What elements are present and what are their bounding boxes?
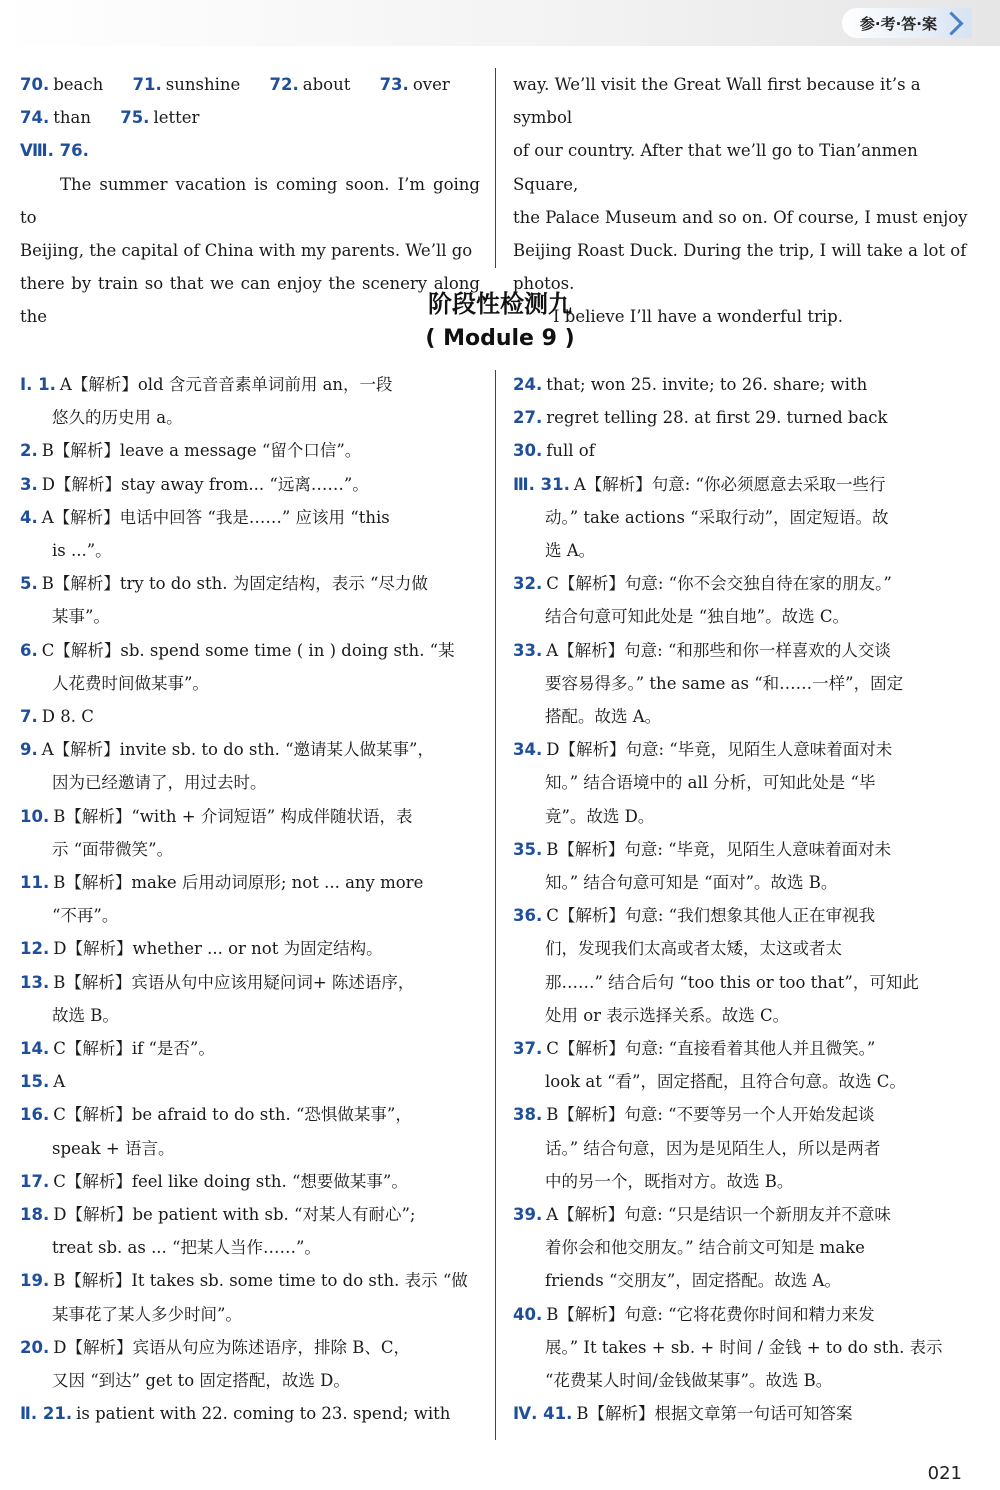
question-number: 30. [513,441,543,461]
answer-line [513,667,975,700]
question-number: 13. [20,972,50,992]
answer-text: 那……” 结合后句 “too this or too that”，可知此 [545,972,919,992]
question-number: 16. [20,1105,50,1125]
answer-text: B【解析】句意: “它将花费你时间和精力来发 [546,1304,875,1324]
answer-line [20,1132,482,1165]
answer-text: 选 A。 [545,541,596,561]
essay-line: of our country. After that we’ll go to Tian’anmen Square, [513,141,918,194]
answer-line [513,1397,975,1430]
answer-text: C【解析】sb. spend some time ( in ) doing sth. “某 [41,640,455,660]
answer-line [20,899,482,932]
answers-left-column [20,368,482,1431]
answer-text: C【解析】be afraid to do sth. “恐惧做某事”， [53,1105,412,1125]
question-number: 40. [513,1304,543,1324]
answer-text: A【解析】句意: “只是结识一个新朋友并不意味 [546,1205,891,1225]
answer-line [513,634,975,667]
page-number: 021 [927,1463,962,1484]
answer-line [513,733,975,766]
answer-line [20,1397,482,1430]
answer-text: B【解析】It takes sb. some time to do sth. 表示 “做 [53,1271,468,1291]
answer-line [20,733,482,766]
question-number: Ⅰ. 1. [20,375,56,394]
answer-line [20,1331,482,1364]
answer-line [513,401,975,434]
answer-text: 某事”。 [52,607,110,627]
answer-line [513,966,975,999]
answer-line [20,766,482,799]
answer-text: 因为已经邀请了，用过去时。 [52,773,267,793]
answer-text: D 8. C [41,707,94,727]
answer-line [513,534,975,567]
question-number: 3. [20,474,38,494]
answer-text: 搭配。故选 A。 [545,707,662,727]
answer-line [20,401,482,434]
answer-line [20,1098,482,1131]
answer-text: A【解析】old 含元音音素单词前用 an，一段 [59,375,393,394]
answer-line [20,999,482,1032]
answer-text: D【解析】句意: “毕竟，见陌生人意味着面对未 [546,740,893,760]
answer-line [20,567,482,600]
question-number: 17. [20,1171,50,1191]
question-number: 4. [20,507,38,527]
answer-line [513,1364,975,1397]
section-subtitle: ( Module 9 ) [425,326,575,351]
answer-text: B【解析】make 后用动词原形; not ... any more [53,873,424,893]
chevron-right-icon [939,11,963,35]
answer-line [513,1065,975,1098]
answer-text: “不再”。 [52,906,119,926]
answer-line [513,600,975,633]
answer-line [513,833,975,866]
answer-line [20,468,482,501]
question-number: 5. [20,574,38,594]
answer-line [20,667,482,700]
answer-text: 结合句意可知此处是 “独自地”。故选 C。 [545,607,849,627]
answer-line [513,368,975,401]
question-number: 12. [20,939,50,959]
answer-line [20,1165,482,1198]
answer-text: 处用 or 表示选择关系。故选 C。 [545,1005,790,1025]
answer-text: D【解析】stay away from... “远离……”。 [41,474,369,494]
answer-line [20,833,482,866]
answer-text: B【解析】根据文章第一句话可知答案 [576,1404,853,1424]
answer-line [20,1065,482,1098]
answer-line [513,1264,975,1297]
question-number: 35. [513,839,543,859]
answer-line [513,700,975,733]
answer-text: A【解析】句意: “你必须愿意去采取一些行 [573,474,886,494]
essay-line: The summer vacation is coming soon. I’m going to [20,174,480,227]
answer-line [20,1364,482,1397]
answer-line [513,932,975,965]
answer-text: 竟”。故选 D。 [545,806,655,826]
answer-line [20,434,482,467]
answer-line [513,999,975,1032]
answer-text: speak + 语言。 [52,1138,175,1158]
answer-text: friends “交朋友”，固定搭配。故选 A。 [545,1271,841,1291]
answer-text: 悠久的历史用 a。 [52,408,183,428]
question-number: Ⅲ. 31. [513,474,570,494]
answer-line [20,534,482,567]
top-column-divider [495,68,496,268]
answer-text: C【解析】句意: “你不会交独自待在家的朋友。” [546,574,892,594]
answer-text: B【解析】宾语从句中应该用疑问词+ 陈述语序， [53,972,415,992]
answer-line [513,567,975,600]
answer-line [20,501,482,534]
essay-line: Beijing, the capital of China with my parents. We’ll go [20,241,473,261]
answer-text: C【解析】feel like doing sth. “想要做某事”。 [53,1171,408,1191]
answer-line [513,1098,975,1131]
question-number: 19. [20,1271,50,1291]
answer-line [20,600,482,633]
answer-line [513,899,975,932]
answer-line [20,1198,482,1231]
answer-line [20,966,482,999]
answer-line [513,1032,975,1065]
answer-text: 们，发现我们太高或者太矮，太这或者太 [545,939,842,959]
answer-text: that; won 25. invite; to 26. share; with [546,375,868,394]
answer-text: D【解析】be patient with sb. “对某人有耐心”; [53,1205,416,1225]
answer-line [513,1231,975,1264]
answers-column-divider [495,370,496,1440]
question-number: 27. [513,408,543,428]
answer-text: “花费某人时间/金钱做某事”。故选 B。 [545,1371,833,1391]
answer-text: C【解析】句意: “直接看着其他人并且微笑。” [546,1039,876,1059]
question-number: 2. [20,441,38,461]
answer-text: look at “看”，固定搭配，且符合句意。故选 C。 [545,1072,906,1092]
answer-line [513,468,975,501]
answer-text: full of [546,441,595,461]
essay-line: the Palace Museum and so on. Of course, I must enjoy [513,207,968,227]
answer-text: A【解析】invite sb. to do sth. “邀请某人做某事”， [41,740,434,760]
answer-line [513,434,975,467]
question-number: 20. [20,1337,50,1357]
answer-line [513,1165,975,1198]
answer-text: D【解析】whether ... or not 为固定结构。 [53,939,383,959]
answer-text: 要容易得多。” the same as “和……一样”，固定 [545,673,904,693]
answer-text: 故选 B。 [52,1005,119,1025]
answer-line [20,700,482,733]
answer-text: 着你会和他交朋友。” 结合前文可知是 make [545,1238,865,1258]
answer-line [20,1231,482,1264]
answer-line [20,634,482,667]
answer-text: regret telling 28. at first 29. turned back [546,408,888,428]
answer-text: 话。” 结合句意，因为是见陌生人，所以是两者 [545,1138,881,1158]
question-number: 32. [513,574,543,594]
answer-text: 示 “面带微笑”。 [52,839,174,859]
answer-line [513,501,975,534]
answer-text: 人花费时间做某事”。 [52,673,209,693]
answer-text: B【解析】try to do sth. 为固定结构，表示 “尽力做 [41,574,428,594]
answer-line [20,932,482,965]
answer-line [20,866,482,899]
answers-70-73: 70. beach 71. sunshine 72. about 73. over [20,75,450,94]
answer-line [513,1298,975,1331]
question-number: 36. [513,906,543,926]
question-number: 14. [20,1039,50,1059]
answer-key-label: 参·考·答·案 [859,14,937,33]
question-number: 11. [20,873,50,893]
question-number: 18. [20,1205,50,1225]
section-8-heading: Ⅷ. 76. [20,141,89,161]
answer-text: C【解析】句意: “我们想象其他人正在审视我 [546,906,876,926]
answer-text: 展。” It takes + sb. + 时间 / 金钱 + to do sth. 表示 [545,1337,943,1357]
answer-text: is ...”。 [52,541,112,561]
answer-line [20,368,482,401]
essay-line: photos. [513,274,575,294]
answer-line [513,766,975,799]
answers-right-column [513,368,975,1431]
question-number: Ⅱ. 21. [20,1404,73,1424]
answer-text: A [53,1072,66,1092]
question-number: 39. [513,1205,543,1225]
answer-line [20,1298,482,1331]
question-number: 6. [20,640,38,660]
answer-line [20,800,482,833]
answer-text: A【解析】电话中回答 “我是……” 应该用 “this [41,507,390,527]
answer-text: B【解析】leave a message “留个口信”。 [41,441,362,461]
question-number: 15. [20,1072,50,1092]
question-number: 7. [20,707,38,727]
essay-closing: I believe I’ll have a wonderful trip. [553,307,843,327]
essay-line: Beijing Roast Duck. During the trip, I will take a lot of [513,241,967,261]
answer-text: C【解析】if “是否”。 [53,1039,215,1059]
answer-line [513,1132,975,1165]
answer-text: 又因 “到达” get to 固定搭配，故选 D。 [52,1371,350,1391]
essay-line: way. We’ll visit the Great Wall first because it’s a symbol [513,75,921,128]
answer-text: D【解析】宾语从句应为陈述语序，排除 B、C， [53,1337,410,1357]
answer-line [20,1032,482,1065]
question-number: 34. [513,740,543,760]
essay-line: there by train so that we can enjoy the scenery along the [20,274,480,327]
answer-key-tab [842,8,972,38]
question-number: 10. [20,806,50,826]
answer-text: 中的另一个，既指对方。故选 B。 [545,1171,794,1191]
answer-text: B【解析】“with + 介词短语” 构成伴随状语，表 [53,806,413,826]
answer-text: A【解析】句意: “和那些和你一样喜欢的人交谈 [546,640,891,660]
answer-text: B【解析】句意: “毕竟，见陌生人意味着面对未 [546,839,892,859]
question-number: Ⅳ. 41. [513,1404,573,1424]
answer-text: treat sb. as ... “把某人当作……”。 [52,1238,321,1258]
answer-text: 动。” take actions “采取行动”，固定短语。故 [545,507,889,527]
question-number: 38. [513,1105,543,1125]
answer-text: 知。” 结合语境中的 all 分析，可知此处是 “毕 [545,773,876,793]
answer-text: 知。” 结合句意可知是 “面对”。故选 B。 [545,873,838,893]
question-number: 33. [513,640,543,660]
answer-line [513,866,975,899]
answer-text: 某事花了某人多少时间”。 [52,1304,242,1324]
question-number: 24. [513,375,543,394]
answers-74-75: 74. than 75. letter [20,108,200,128]
answer-line [513,800,975,833]
answer-text: B【解析】句意: “不要等另一个人开始发起谈 [546,1105,875,1125]
section-title: 阶段性检测九 [428,290,572,318]
question-number: 9. [20,740,38,760]
question-number: 37. [513,1039,543,1059]
answer-text: is patient with 22. coming to 23. spend; with [76,1404,451,1424]
answer-line [20,1264,482,1297]
answer-line [513,1331,975,1364]
answer-line [513,1198,975,1231]
